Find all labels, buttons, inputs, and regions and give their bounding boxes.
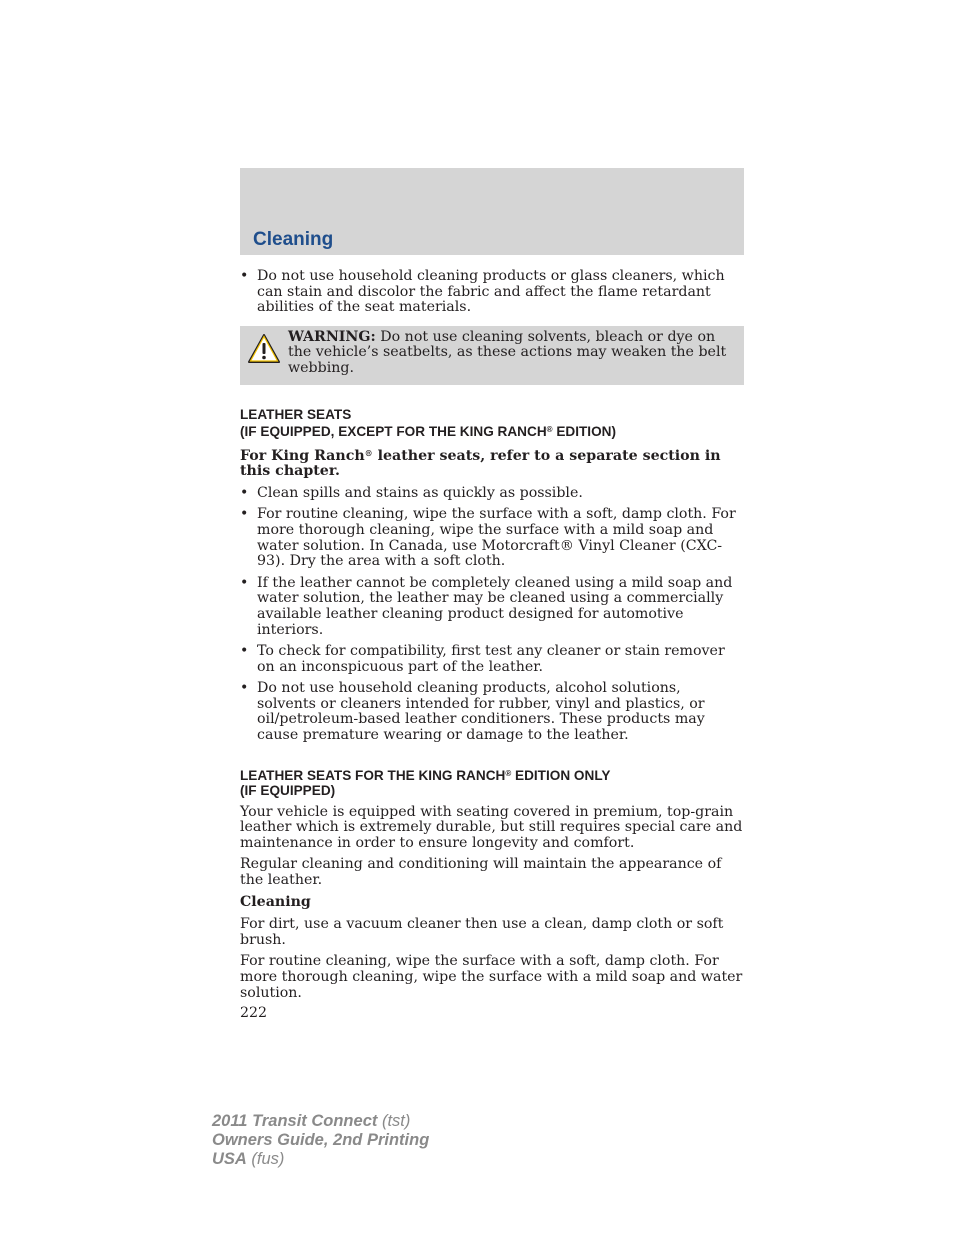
king-ranch-note: For King Ranch® leather seats, refer to a separate section in this chapter. <box>240 447 721 480</box>
warning-triangle-icon <box>247 332 281 366</box>
warning-label: WARNING: <box>288 328 376 345</box>
list-item <box>240 681 744 743</box>
paragraph: Regular cleaning and conditioning will maintain the appearance of the leather. <box>240 856 722 889</box>
paragraph: For routine cleaning, wipe the surface with a soft, damp cloth. For more thorough cleaning, wipe the surface with a mild soap and water solution. <box>240 953 743 1001</box>
section-header-band <box>240 168 744 255</box>
bullet-icon: • <box>240 643 249 660</box>
section-heading-leather-seats: LEATHER SEATS (IF EQUIPPED, EXCEPT FOR THE KING RANCH® EDITION) <box>240 406 616 440</box>
list-item-text: Do not use household cleaning products or glass cleaners, which can stain and discolor the fabric and affect the flame retardant abilities of the seat materials. <box>257 268 725 316</box>
warning-text: Do not use cleaning solvents, bleach or dye on the vehicle’s seatbelts, as these actions may weaken the belt webbing. <box>288 328 727 376</box>
bullet-icon: • <box>240 574 249 591</box>
list-item-text: Do not use household cleaning products, alcohol solutions, solvents or cleaners intended for rubber, vinyl and plastics, or oil/petroleum-based leather conditioners. These products may cause premature wearing or damage to the leather. <box>257 680 705 744</box>
footer-line-model: 2011 Transit Connect (tst) <box>212 1112 411 1130</box>
paragraph: Your vehicle is equipped with seating covered in premium, top-grain leather which is extremely durable, but still requires special care and maintenance in order to ensure longevity and comfort. <box>240 803 743 851</box>
list-item <box>240 486 744 502</box>
list-item-text: If the leather cannot be completely cleaned using a mild soap and water solution, the leather may be cleaned using a commercially available leather cleaning product designed for automotive interiors. <box>257 574 733 638</box>
bullet-icon: • <box>240 506 249 523</box>
paragraph: For dirt, use a vacuum cleaner then use a clean, damp cloth or soft brush. <box>240 916 724 948</box>
list-item-text: Clean spills and stains as quickly as possible. <box>257 484 583 501</box>
list-item <box>240 269 744 316</box>
page-content <box>240 269 744 1022</box>
list-item-text: For routine cleaning, wipe the surface with a soft, damp cloth. For more thorough cleaning, wipe the surface with a mild soap and water solution. In Canada, use Motorcraft® Vinyl Cleaner (CXC-93). Dry the area with a soft cloth. <box>257 506 736 570</box>
list-item <box>240 576 744 638</box>
section-title: Cleaning <box>253 229 334 250</box>
subheading-cleaning: Cleaning <box>240 893 311 910</box>
list-item-text: To check for compatibility, first test any cleaner or stain remover on an inconspicuous part of the leather. <box>257 643 725 675</box>
bullet-icon: • <box>240 680 249 697</box>
bullet-icon: • <box>240 484 249 501</box>
list-item <box>240 644 744 675</box>
footer-line-market: USA (fus) <box>212 1150 285 1168</box>
page-number: 222 <box>240 1005 268 1022</box>
footer-line-edition: Owners Guide, 2nd Printing <box>212 1131 430 1149</box>
section-heading-king-ranch: LEATHER SEATS FOR THE KING RANCH® EDITION ONLY (IF EQUIPPED) <box>240 767 611 799</box>
warning-box <box>240 326 744 385</box>
bullet-icon: • <box>240 268 249 284</box>
document-footer <box>212 1112 429 1169</box>
list-item <box>240 507 744 569</box>
